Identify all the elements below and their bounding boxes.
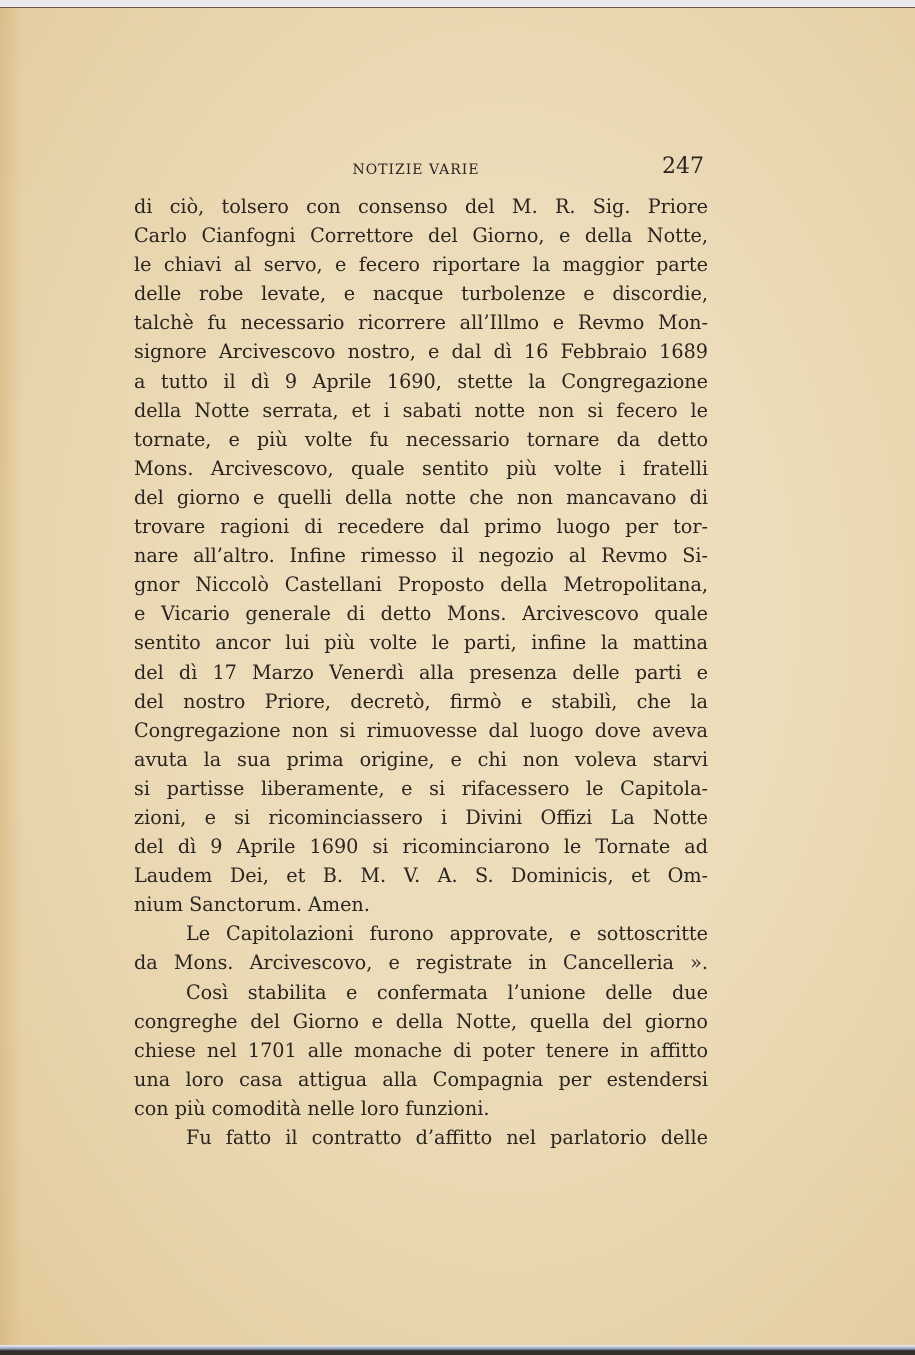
text-line: Le Capitolazioni furono approvate, e sottoscritte	[186, 922, 708, 946]
body-text	[134, 192, 708, 1152]
text-line: talchè fu necessario ricorrere all’Illmo e Revmo Mon-	[134, 311, 708, 335]
text-line: del nostro Priore, decretò, firmò e stabilì, che la	[134, 689, 708, 713]
scanner-bottom-edge	[0, 1345, 915, 1355]
text-line: Mons. Arcivescovo, quale sentito più volte i fratelli	[134, 456, 708, 480]
text-line: gnor Niccolò Castellani Proposto della Metropolitana,	[134, 573, 708, 597]
text-line: nare all’altro. Infine rimesso il negozio al Revmo Si-	[134, 544, 708, 568]
text-line: Congregazione non si rimuovesse dal luogo dove aveva	[134, 718, 708, 742]
text-line: Così stabilita e confermata l’unione delle due	[186, 980, 708, 1004]
book-page	[0, 7, 915, 1346]
text-line: da Mons. Arcivescovo, e registrate in Cancelleria ».	[134, 951, 708, 975]
text-line: della Notte serrata, et i sabati notte non si fecero le	[134, 398, 708, 422]
text-line: delle robe levate, e nacque turbolenze e discordie,	[134, 282, 708, 306]
text-line: sentito ancor lui più volte le parti, infine la mattina	[134, 631, 708, 655]
text-line: e Vicario generale di detto Mons. Arcivescovo quale	[134, 602, 708, 626]
text-line: trovare ragioni di recedere dal primo luogo per tor-	[134, 515, 708, 539]
text-line: a tutto il dì 9 Aprile 1690, stette la Congregazione	[134, 369, 708, 393]
text-line: congreghe del Giorno e della Notte, quella del giorno	[134, 1009, 708, 1033]
text-line: nium Sanctorum. Amen.	[134, 893, 370, 917]
text-line: del giorno e quelli della notte che non mancavano di	[134, 485, 708, 509]
text-line: con più comodità nelle loro funzioni.	[134, 1096, 490, 1120]
text-line: del dì 17 Marzo Venerdì alla presenza delle parti e	[134, 660, 708, 684]
text-line: Carlo Cianfogni Correttore del Giorno, e della Notte,	[134, 224, 708, 248]
text-line: chiese nel 1701 alle monache di poter tenere in affitto	[134, 1038, 708, 1062]
text-line: tornate, e più volte fu necessario tornare da detto	[134, 427, 708, 451]
text-line: una loro casa attigua alla Compagnia per estendersi	[134, 1067, 708, 1091]
text-line: del dì 9 Aprile 1690 si ricominciarono le Tornate ad	[134, 835, 708, 859]
text-line: Fu fatto il contratto d’affitto nel parlatorio delle	[186, 1126, 708, 1149]
text-line: avuta la sua prima origine, e chi non voleva starvi	[134, 747, 708, 771]
text-line: di ciò, tolsero con consenso del M. R. Sig. Priore	[134, 195, 708, 218]
page-number: 247	[662, 154, 704, 179]
running-title: NOTIZIE VARIE	[352, 162, 480, 178]
text-line: Laudem Dei, et B. M. V. A. S. Dominicis, et Om-	[134, 864, 708, 888]
text-line: si partisse liberamente, e si rifacessero le Capitola-	[134, 776, 708, 800]
running-head	[134, 154, 708, 184]
text-line: le chiavi al servo, e fecero riportare la maggior parte	[134, 253, 708, 277]
text-line: zioni, e si ricominciassero i Divini Offizi La Notte	[134, 805, 708, 829]
text-line: signore Arcivescovo nostro, e dal dì 16 Febbraio 1689	[134, 340, 708, 364]
